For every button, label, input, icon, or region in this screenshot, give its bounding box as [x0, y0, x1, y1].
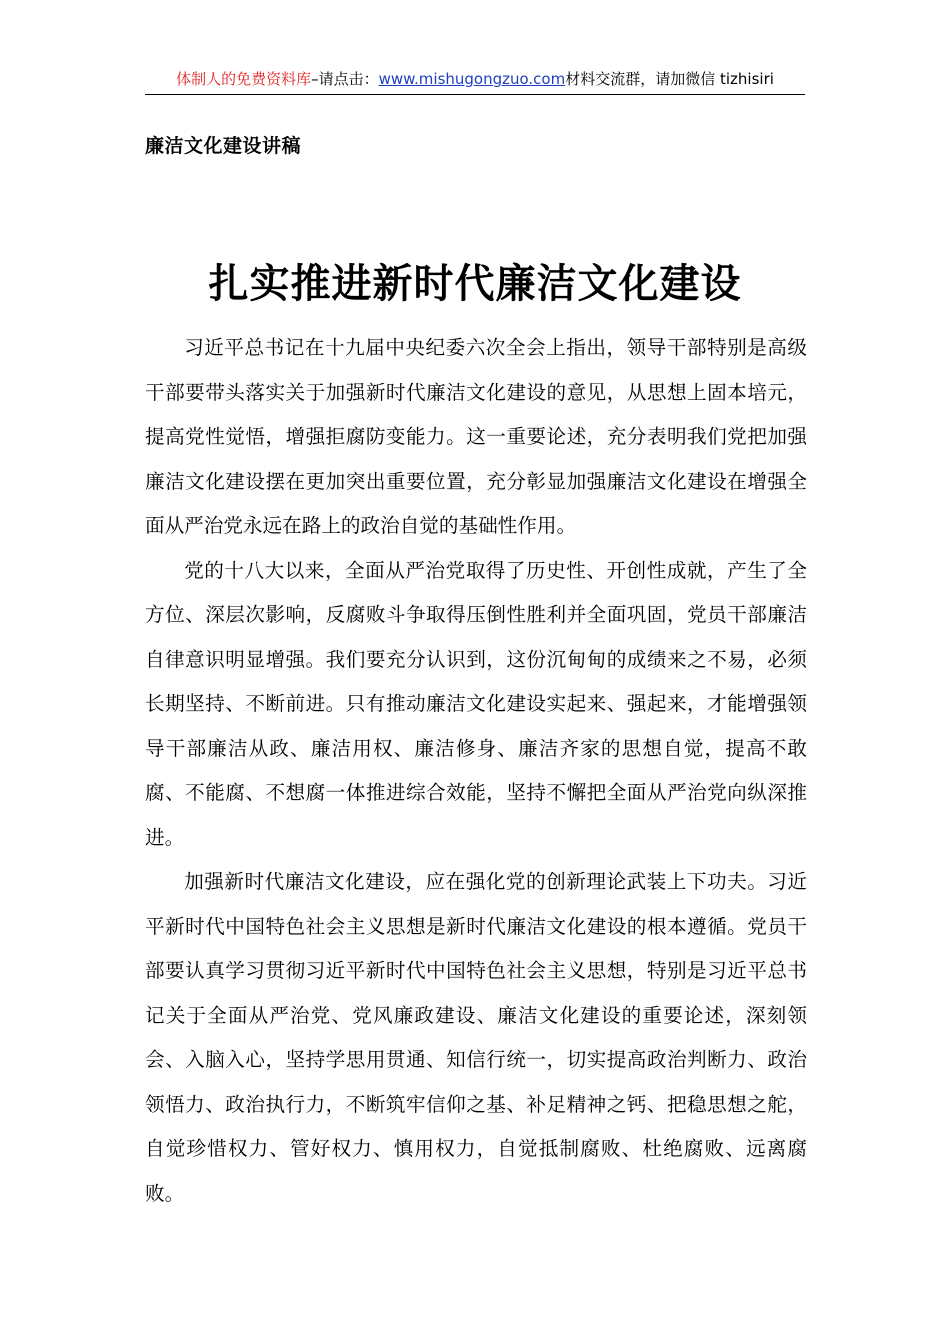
- document-title: 扎实推进新时代廉洁文化建设: [208, 261, 742, 307]
- paragraph-2: 党的十八大以来，全面从严治党取得了历史性、开创性成就，产生了全方位、深层次影响，反腐败斗争取得压倒性胜利并全面巩固，党员干部廉洁自律意识明显增强。我们要充分认识到，这份沉甸甸的成绩来之不易，必须长期坚持、不断前进。只有推动廉洁文化建设实起来、强起来，才能增强领导干部廉洁从政、廉洁用权、廉洁修身、廉洁齐家的思想自觉，提高不敢腐、不能腐、不想腐一体推进综合效能，坚持不懈把全面从严治党向纵深推进。: [145, 558, 807, 849]
- document-subtitle: 廉洁文化建设讲稿: [145, 135, 302, 157]
- header-brand: 体制人的免费资料库: [176, 70, 312, 88]
- page-header: [145, 66, 805, 95]
- header-link[interactable]: www.mishugongzuo.com: [378, 70, 566, 88]
- document-body: [145, 326, 807, 1216]
- header-wechat-note: 材料交流群，请加微信 tizhisiri: [565, 70, 774, 88]
- paragraph-1: 习近平总书记在十九届中央纪委六次全会上指出，领导干部特别是高级干部要带头落实关于加强新时代廉洁文化建设的意见，从思想上固本培元，提高党性觉悟，增强拒腐防变能力。这一重要论述，充分表明我们党把加强廉洁文化建设摆在更加突出重要位置，充分彰显加强廉洁文化建设在增强全面从严治党永远在路上的政治自觉的基础性作用。: [145, 336, 807, 537]
- header-prompt: –请点击：: [311, 70, 379, 88]
- paragraph-3: 加强新时代廉洁文化建设，应在强化党的创新理论武装上下功夫。习近平新时代中国特色社会主义思想是新时代廉洁文化建设的根本遵循。党员干部要认真学习贯彻习近平新时代中国特色社会主义思想，特别是习近平总书记关于全面从严治党、党风廉政建设、廉洁文化建设的重要论述，深刻领会、入脑入心，坚持学思用贯通、知信行统一，切实提高政治判断力、政治领悟力、政治执行力，不断筑牢信仰之基、补足精神之钙、把稳思想之舵，自觉珍惜权力、管好权力、慎用权力，自觉抵制腐败、杜绝腐败、远离腐败。: [145, 870, 807, 1205]
